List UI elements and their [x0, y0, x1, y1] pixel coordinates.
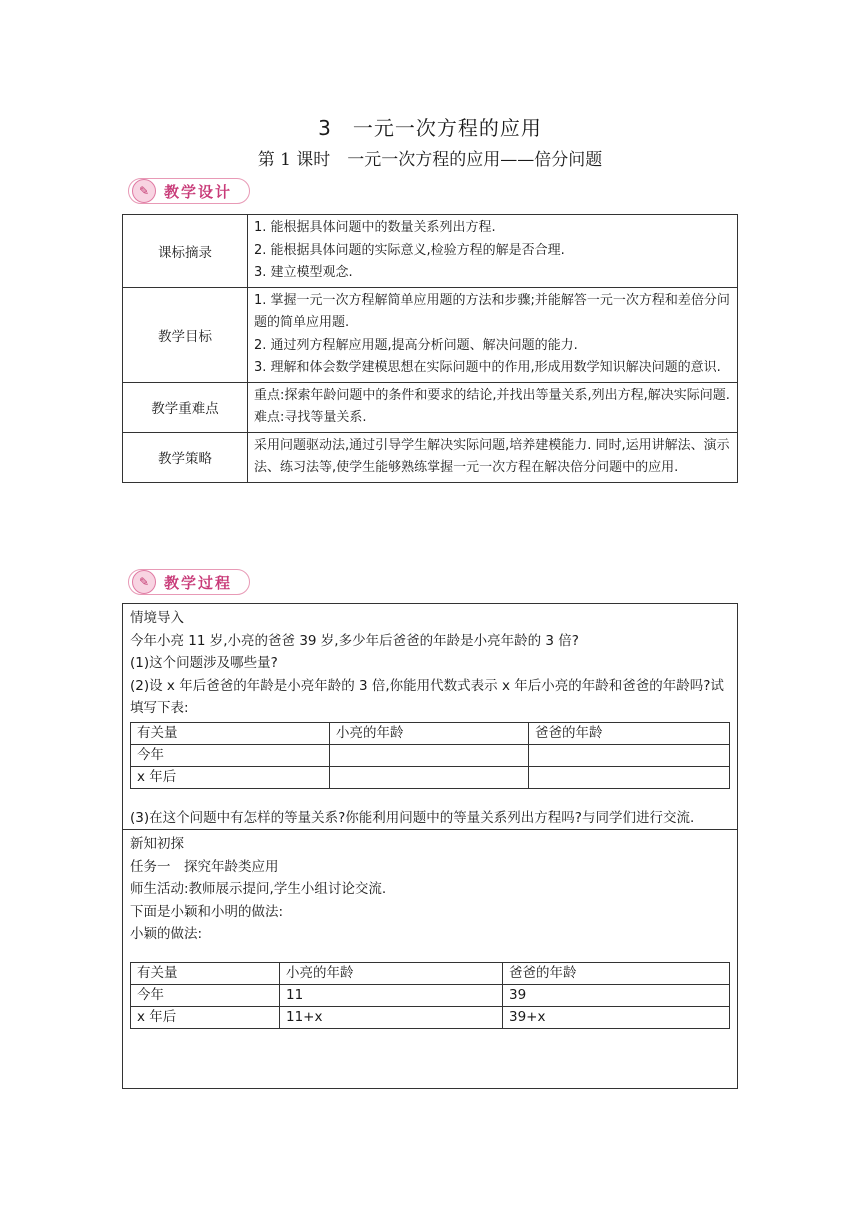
table-row	[131, 766, 730, 788]
content-line: 1. 能根据具体问题中的数量关系列出方程.	[254, 220, 496, 235]
intro-section	[123, 604, 737, 829]
content-line: 2. 能根据具体问题的实际意义,检验方程的解是否合理.	[254, 242, 565, 258]
design-table	[122, 214, 738, 483]
intro-question-3: (3)在这个问题中有怎样的等量关系?你能利用问题中的等量关系列出方程吗?与同学们进行交流.	[130, 809, 695, 826]
table-cell: 39	[503, 984, 730, 1006]
table-cell: x 年后	[131, 1006, 280, 1028]
design-row	[123, 382, 738, 432]
book-icon: ✎	[132, 570, 156, 594]
table-cell: x 年后	[131, 766, 330, 788]
table-header-row	[131, 962, 730, 984]
badge-label: 教学设计	[164, 182, 233, 201]
page-subtitle: 第 1 课时 一元一次方程的应用——倍分问题	[257, 150, 603, 170]
table-row	[131, 744, 730, 766]
table-cell: 11	[280, 984, 503, 1006]
book-icon: ✎	[132, 179, 156, 203]
intro-question-2: (2)设 x 年后爸爸的年龄是小亮年龄的 3 倍,你能用代数式表示 x 年后小亮的年龄和爸爸的年龄吗?试填写下表:	[130, 677, 724, 716]
explore-heading: 新知初探	[130, 836, 184, 852]
intro-heading: 情境导入	[130, 610, 184, 626]
content-line: 3. 理解和体会数学建模思想在实际问题中的作用,形成用数学知识解决问题的意识.	[254, 360, 721, 375]
table-cell	[529, 766, 730, 788]
table-header: 有关量	[131, 962, 280, 984]
table-cell: 11+x	[280, 1006, 503, 1028]
page-title: 3 一元一次方程的应用	[318, 116, 542, 140]
content-line: 3. 建立模型观念.	[254, 265, 353, 280]
table-cell: 39+x	[503, 1006, 730, 1028]
explore-xiaoying: 小颖的做法:	[130, 926, 203, 942]
row-label: 课标摘录	[123, 215, 248, 288]
explore-section	[123, 830, 737, 1029]
design-row	[123, 432, 738, 482]
content-line: 1. 掌握一元一次方程解简单应用题的方法和步骤;并能解答一元一次方程和差倍分问题的简单应用题.	[254, 292, 730, 330]
explore-activity: 师生活动:教师展示提问,学生小组讨论交流.	[130, 881, 387, 897]
table-header: 有关量	[131, 722, 330, 744]
table-header: 小亮的年龄	[330, 722, 529, 744]
row-content	[248, 382, 738, 432]
table-cell: 今年	[131, 744, 330, 766]
table-header-row	[131, 722, 730, 744]
table-row	[131, 1006, 730, 1028]
content-line: 重点:探索年龄问题中的条件和要求的结论,并找出等量关系,列出方程,解决实际问题.	[254, 387, 730, 403]
row-label: 教学目标	[123, 287, 248, 382]
section-badge-process	[128, 569, 250, 595]
table-cell	[330, 766, 529, 788]
section-badge-design	[128, 178, 250, 204]
row-content	[248, 215, 738, 288]
row-content	[248, 432, 738, 482]
table-cell	[529, 744, 730, 766]
content-line: 2. 通过列方程解应用题,提高分析问题、解决问题的能力.	[254, 337, 578, 353]
content-line: 难点:寻找等量关系.	[254, 410, 367, 425]
row-label: 教学重难点	[123, 382, 248, 432]
content-line: 采用问题驱动法,通过引导学生解决实际问题,培养建模能力. 同时,运用讲解法、演示法、练习法等,使学生能够熟练掌握一元一次方程在解决倍分问题中的应用.	[254, 437, 730, 475]
table-header: 爸爸的年龄	[503, 962, 730, 984]
table-header: 小亮的年龄	[280, 962, 503, 984]
row-content	[248, 287, 738, 382]
design-row	[123, 287, 738, 382]
explore-table	[130, 962, 730, 1029]
design-row	[123, 215, 738, 288]
table-cell: 今年	[131, 984, 280, 1006]
explore-task: 任务一 探究年龄类应用	[130, 858, 279, 875]
badge-label: 教学过程	[164, 573, 233, 592]
table-cell	[330, 744, 529, 766]
row-label: 教学策略	[123, 432, 248, 482]
table-row	[131, 984, 730, 1006]
intro-table	[130, 722, 730, 789]
intro-problem: 今年小亮 11 岁,小亮的爸爸 39 岁,多少年后爸爸的年龄是小亮年龄的 3 倍?	[130, 632, 579, 649]
explore-below: 下面是小颖和小明的做法:	[130, 903, 284, 920]
process-box	[122, 603, 738, 1089]
intro-question-1: (1)这个问题涉及哪些量?	[130, 655, 278, 671]
table-header: 爸爸的年龄	[529, 722, 730, 744]
